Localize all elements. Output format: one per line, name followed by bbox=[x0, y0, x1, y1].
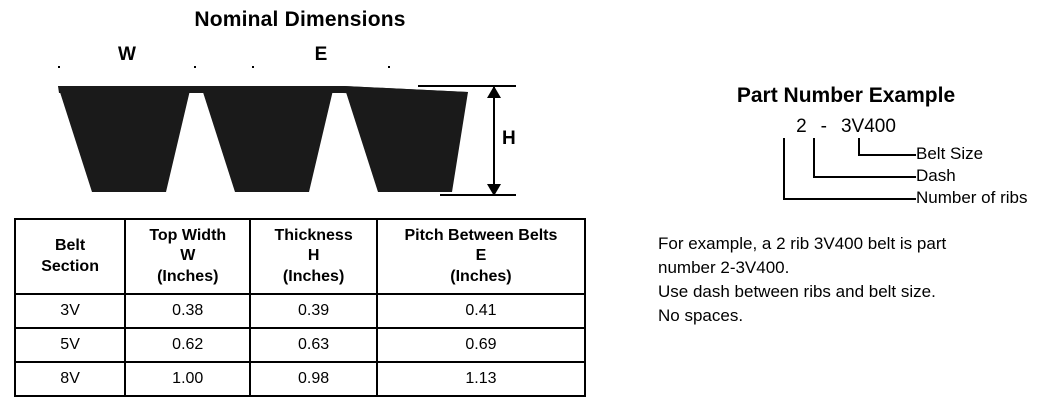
dimension-h-line bbox=[493, 86, 495, 196]
table-header-row bbox=[15, 219, 585, 294]
cell-pitch: 0.69 bbox=[377, 328, 585, 362]
dimension-w bbox=[58, 46, 196, 68]
header-top-width-line1: Top Width bbox=[149, 227, 227, 244]
cell-pitch: 0.41 bbox=[377, 294, 585, 328]
table-head bbox=[15, 219, 585, 294]
callout-dash: Dash bbox=[916, 166, 956, 185]
header-thickness bbox=[250, 219, 377, 294]
description-line-1: For example, a 2 rib 3V400 belt is part bbox=[658, 234, 947, 253]
cell-pitch: 1.13 bbox=[377, 362, 585, 396]
callout-belt-size: Belt Size bbox=[916, 144, 984, 163]
dimension-e bbox=[252, 46, 390, 68]
table-row bbox=[15, 294, 585, 328]
leader-ribs-vertical bbox=[783, 138, 785, 200]
dimension-h-label: H bbox=[502, 128, 516, 149]
cell-top-width: 0.62 bbox=[125, 328, 250, 362]
callout-number-of-ribs: Number of ribs bbox=[916, 188, 1028, 207]
cell-section: 8V bbox=[15, 362, 125, 396]
header-pitch-line2: E bbox=[475, 247, 487, 265]
part-number-size: 3V400 bbox=[840, 116, 896, 137]
leader-ribs-horizontal bbox=[783, 198, 916, 200]
header-thickness-line1: Thickness bbox=[274, 227, 353, 244]
header-top-width-line2: W bbox=[180, 247, 196, 265]
part-number-description bbox=[658, 232, 1058, 329]
belt-dimensions-table bbox=[14, 218, 586, 397]
dimension-h bbox=[482, 86, 522, 196]
belt-rib-2 bbox=[201, 86, 334, 192]
cell-thickness: 0.98 bbox=[250, 362, 377, 396]
belt-rib-3 bbox=[344, 86, 468, 192]
header-pitch-between-belts bbox=[377, 219, 585, 294]
header-belt-section-line1: Belt bbox=[54, 237, 86, 255]
cell-section: 3V bbox=[15, 294, 125, 328]
part-number-sample bbox=[640, 116, 1052, 138]
header-thickness-line3: (Inches) bbox=[282, 267, 345, 285]
description-line-3: Use dash between ribs and belt size. bbox=[658, 282, 936, 302]
header-thickness-line2: H bbox=[307, 247, 320, 265]
part-number-ribs: 2 bbox=[796, 116, 807, 137]
description-line-4: No spaces. bbox=[658, 306, 744, 326]
table-row bbox=[15, 362, 585, 396]
leader-dash-horizontal bbox=[813, 176, 916, 178]
belt-cross-section-illustration bbox=[48, 84, 478, 196]
table-body bbox=[15, 294, 585, 396]
dimension-w-label: W bbox=[58, 44, 196, 66]
cell-top-width: 1.00 bbox=[125, 362, 250, 396]
leader-belt-size-horizontal bbox=[858, 154, 916, 156]
header-pitch-line1: Pitch Between Belts bbox=[404, 227, 558, 244]
header-top-width bbox=[125, 219, 250, 294]
header-belt-section bbox=[15, 219, 125, 294]
dimension-h-arrow-down-icon bbox=[487, 184, 501, 196]
cell-section: 5V bbox=[15, 328, 125, 362]
belt-rib-1 bbox=[58, 86, 191, 192]
dimension-e-label: E bbox=[252, 44, 390, 66]
leader-dash-vertical bbox=[813, 138, 815, 178]
header-belt-section-line2: Section bbox=[41, 257, 99, 275]
cell-thickness: 0.63 bbox=[250, 328, 377, 362]
part-number-panel bbox=[640, 0, 1064, 412]
cell-thickness: 0.39 bbox=[250, 294, 377, 328]
table-row bbox=[15, 328, 585, 362]
dimension-h-arrow-up-icon bbox=[487, 86, 501, 98]
part-number-dash: - bbox=[820, 116, 827, 137]
nominal-dimensions-title: Nominal Dimensions bbox=[194, 8, 406, 31]
part-number-example-title: Part Number Example bbox=[736, 84, 956, 107]
description-line-2: number 2-3V400. bbox=[658, 258, 790, 278]
header-top-width-line3: (Inches) bbox=[157, 267, 219, 285]
header-pitch-line3: (Inches) bbox=[450, 267, 512, 285]
cell-top-width: 0.38 bbox=[125, 294, 250, 328]
